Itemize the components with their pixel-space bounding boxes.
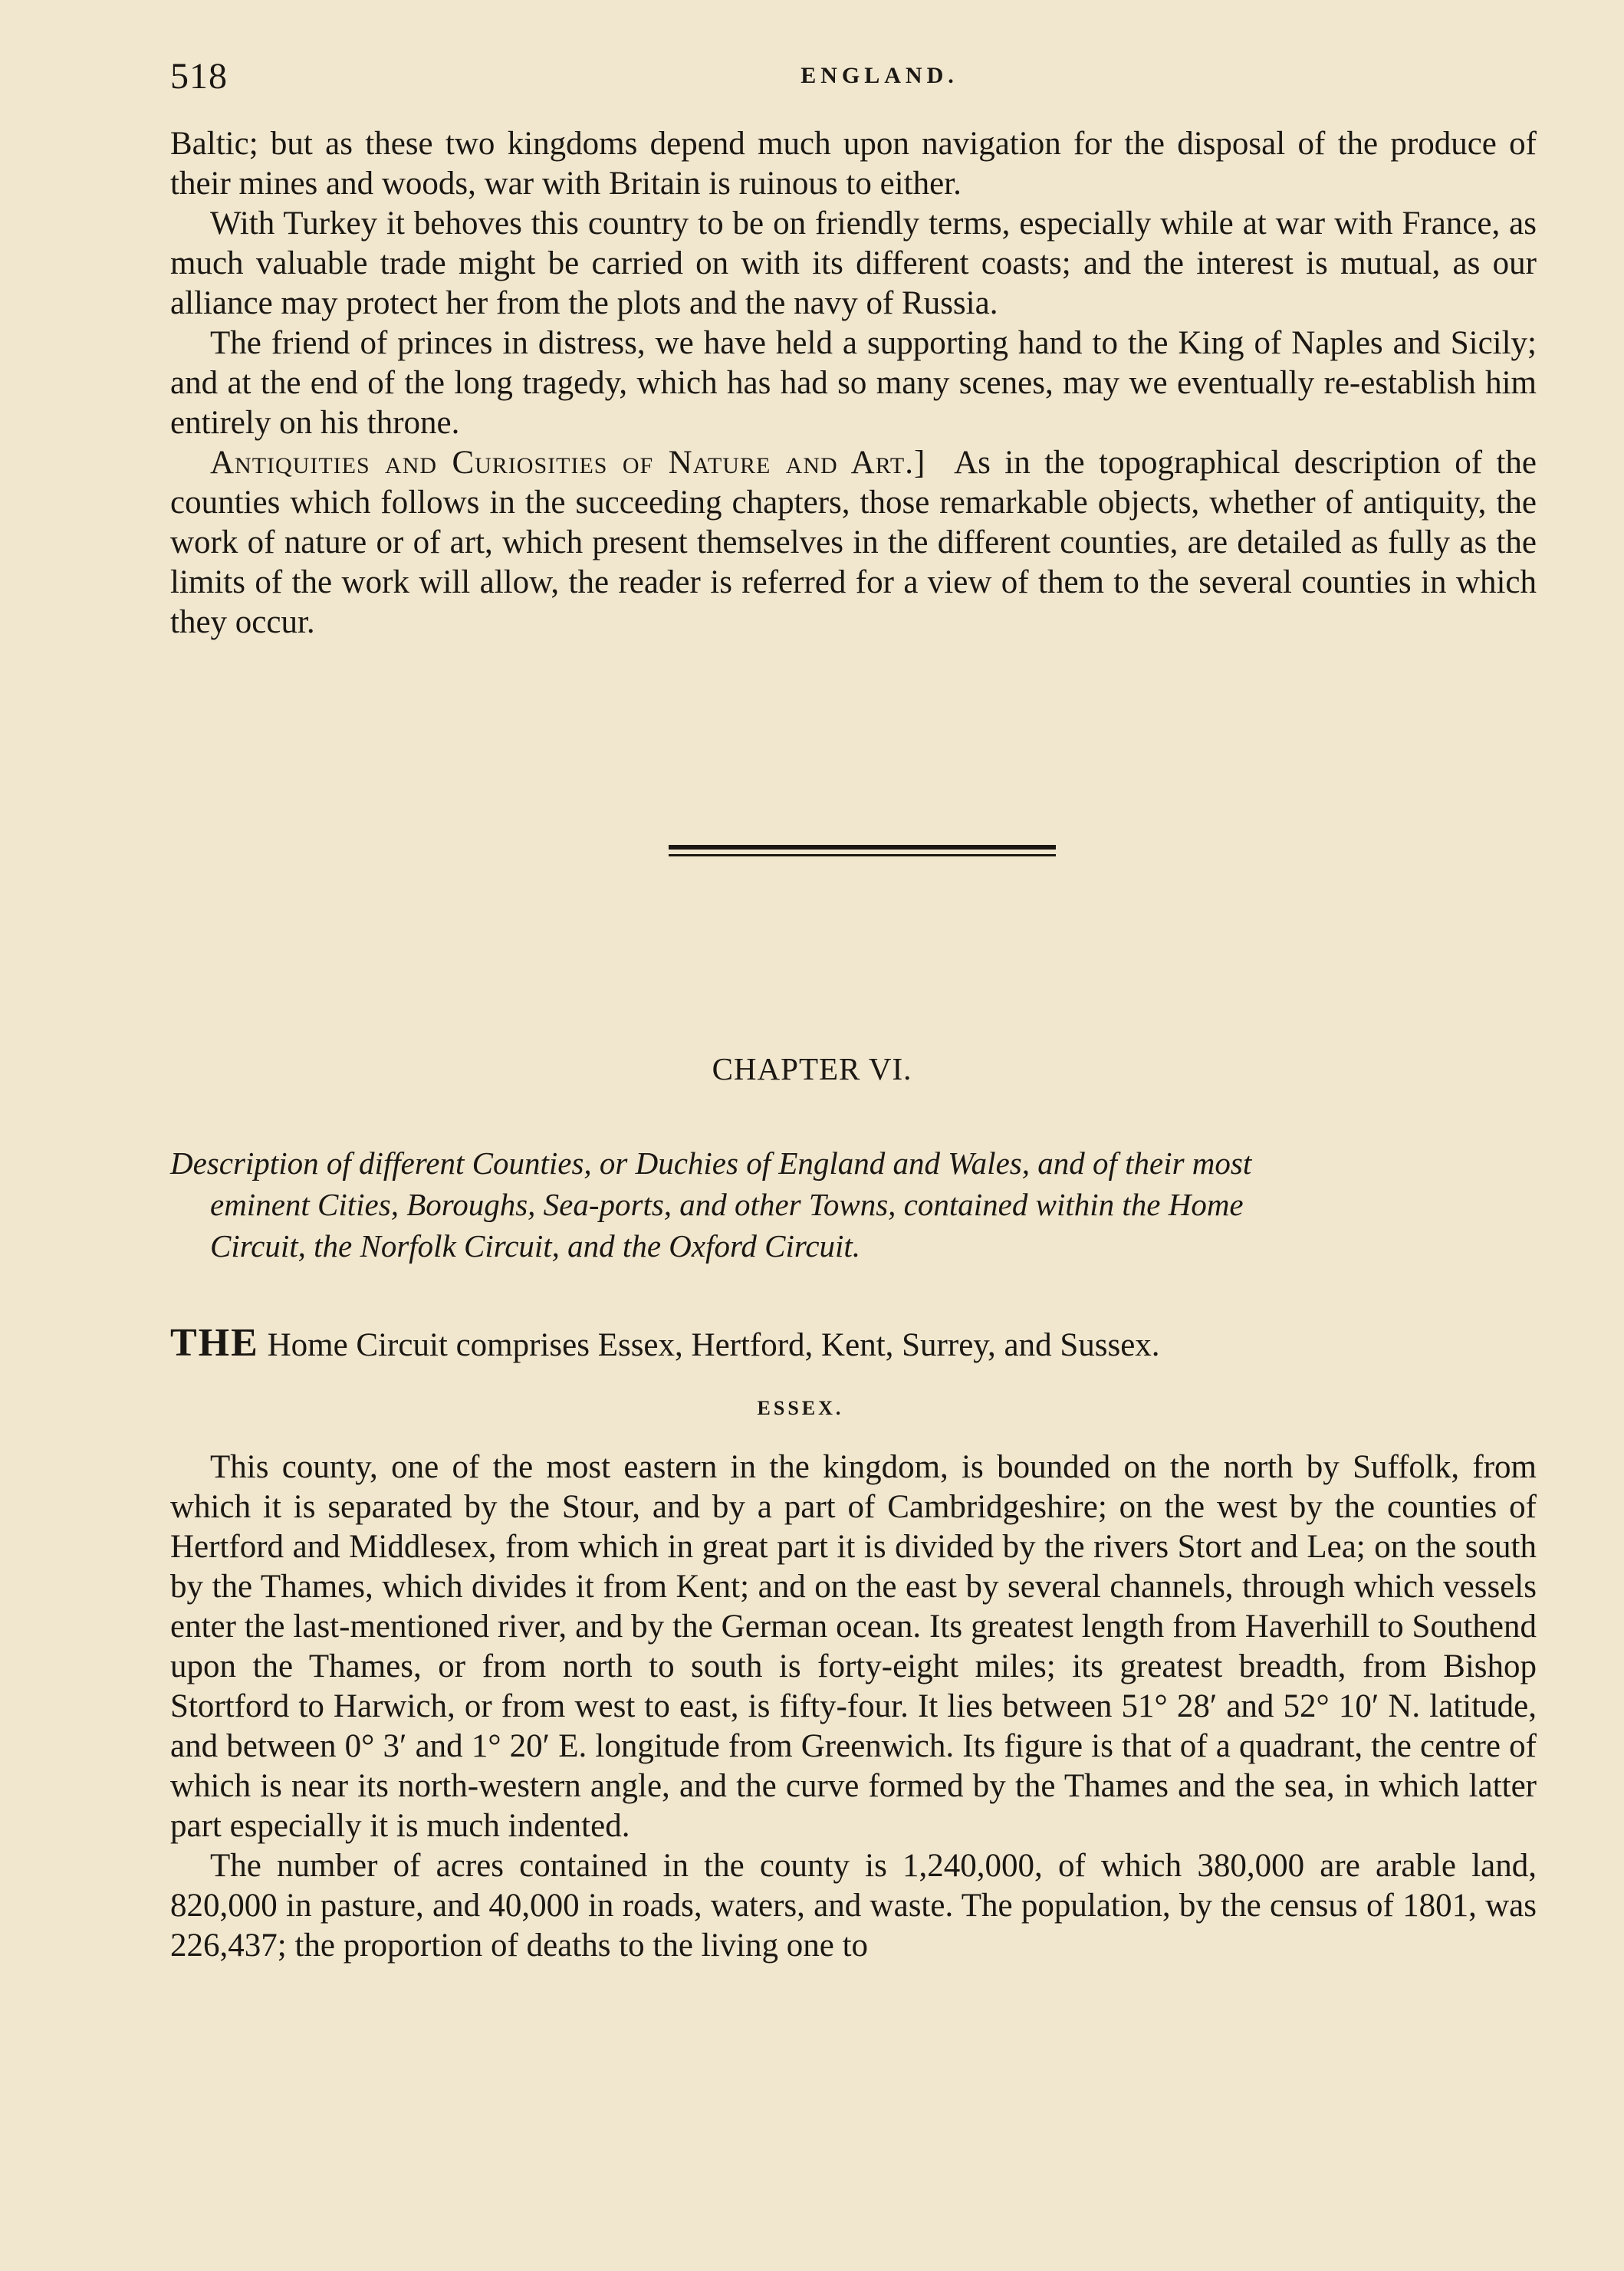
- chapter-description-line: eminent Cities, Boroughs, Sea-ports, and other Towns, contained within the Home: [210, 1187, 1244, 1222]
- essex-section: [170, 1448, 1537, 1966]
- continuation-paragraph: Baltic; but as these two kingdoms depend much upon navigation for the disposal of the produce of their mines and woods, war with Britain is ruinous to either.: [170, 126, 1537, 202]
- chapter-heading: CHAPTER VI.: [712, 1051, 912, 1086]
- section-divider: [669, 845, 1056, 862]
- running-title: ENGLAND.: [800, 63, 958, 88]
- page-number: 518: [170, 56, 228, 97]
- chapter-description-line: Description of different Counties, or Duchies of England and Wales, and of their most: [170, 1145, 1252, 1181]
- chapter-description: [170, 1142, 1537, 1267]
- antiquities-text: As in the topographical description of the counties which follows in the succeeding chapters, those remarkable objects, whether of antiquity, the work of nature or of art, which present themselves in the different counties, are detailed as fully as the limits of the work will allow, the reader is referred for a view of them to the several counties in which they occur.: [170, 445, 1537, 640]
- naples-paragraph: The friend of princes in distress, we have held a supporting hand to the King of Naples and Sicily; and at the end of the long tragedy, which has had so many scenes, may we eventually re-establish him entirely on his throne.: [170, 325, 1537, 441]
- divider-thin-rule: [669, 854, 1056, 856]
- section-heading-essex: ESSEX.: [757, 1397, 844, 1419]
- divider-thick-rule: [669, 845, 1056, 850]
- lead-word: THE: [170, 1321, 259, 1365]
- essex-paragraph: The number of acres contained in the county is 1,240,000, of which 380,000 are arable land, 820,000 in pasture, and 40,000 in roads, waters, and waste. The population, by the census of 1801, was 226,437; the proportion of deaths to the living one to: [170, 1848, 1537, 1964]
- chapter-description-line: Circuit, the Norfolk Circuit, and the Oxford Circuit.: [210, 1228, 861, 1264]
- top-section: [170, 124, 1537, 643]
- home-circuit-line: [170, 1320, 1537, 1366]
- antiquities-heading: Antiquities and Curiosities of Nature and Art.]: [210, 445, 926, 481]
- antiquities-paragraph: [170, 443, 1537, 643]
- home-circuit-text: Home Circuit comprises Essex, Hertford, Kent, Surrey, and Sussex.: [267, 1327, 1160, 1363]
- turkey-paragraph: With Turkey it behoves this country to be on friendly terms, especially while at war with France, as much valuable trade might be carried on with its different coasts; and the interest is mutual, as our alliance may protect her from the plots and the navy of Russia.: [170, 205, 1537, 321]
- running-head: [170, 55, 1543, 101]
- essex-paragraph: This county, one of the most eastern in the kingdom, is bounded on the north by Suffolk, from which it is separated by the Stour, and by a part of Cambridgeshire; on the west by the counties of Hertford and Middlesex, from which in great part it is divided by the rivers Stort and Lea; on the south by the Thames, which divides it from Kent; and on the east by several channels, through which vessels enter the last-mentioned river, and by the German ocean. Its greatest length from Haverhill to Southend upon the Thames, or from north to south is forty-eight miles; its greatest breadth, from Bishop Stortford to Harwich, or from west to east, is fifty-four. It lies between 51° 28′ and 52° 10′ N. latitude, and between 0° 3′ and 1° 20′ E. longitude from Greenwich. Its figure is that of a quadrant, the centre of which is near its north-western angle, and the curve formed by the Thames and the sea, in which latter part especially it is much indented.: [170, 1449, 1537, 1844]
